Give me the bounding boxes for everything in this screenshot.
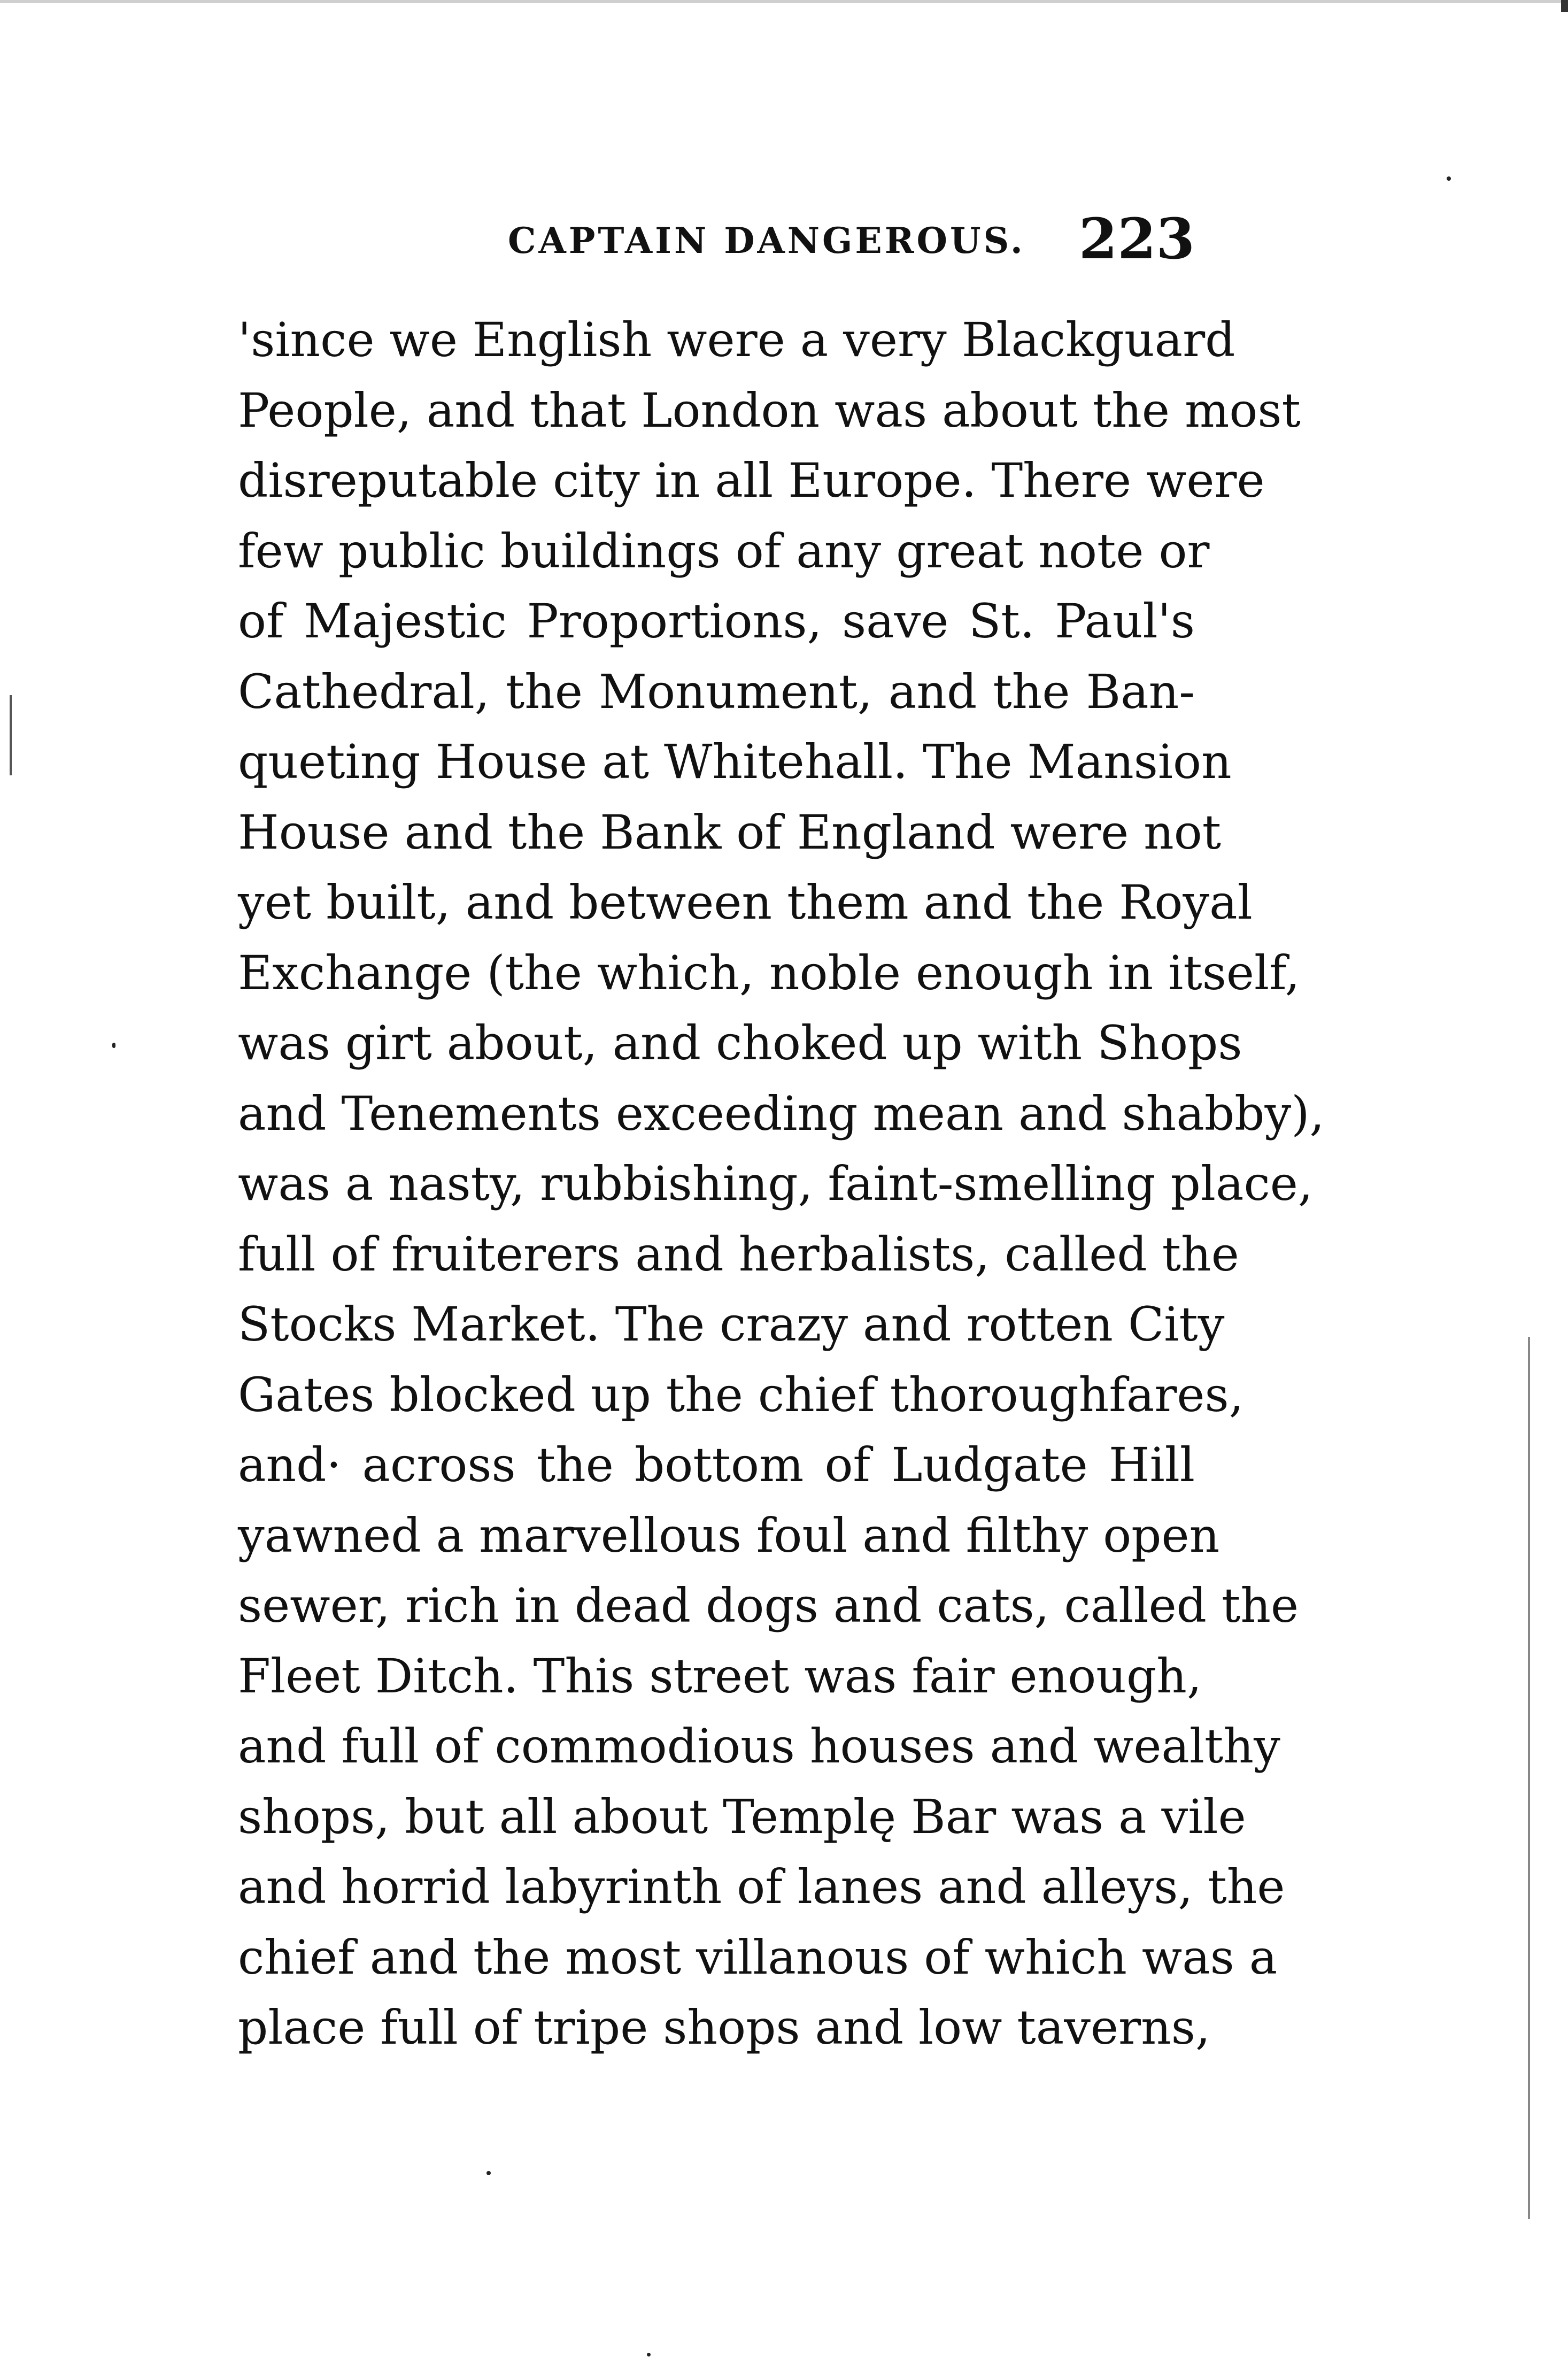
text-line: Stocks Market. The crazy and rotten City: [238, 1297, 1225, 1352]
text-line: was a nasty, rubbishing, faint-smelling place,: [238, 1156, 1313, 1211]
scan-speck: [486, 2171, 491, 2175]
text-line: disreputable city in all Europe. There were: [238, 453, 1265, 508]
scan-speck: [112, 1043, 115, 1048]
scan-edge-mark: [10, 695, 12, 775]
text-line: House and the Bank of England were not: [238, 804, 1222, 860]
scan-edge-mark: [1528, 1337, 1530, 2219]
text-line: Cathedral, the Monument, and the Ban-: [238, 664, 1195, 719]
text-line: chief and the most villanous of which was a: [238, 1929, 1278, 1985]
text-line: place full of tripe shops and low taverns,: [238, 2000, 1210, 2055]
text-line: full of fruiterers and herbalists, called the: [238, 1226, 1239, 1282]
text-line: and full of commodious houses and wealthy: [238, 1719, 1280, 1774]
text-line: and· across the bottom of Ludgate Hill: [238, 1437, 1195, 1492]
scan-speck: [647, 2353, 651, 2356]
text-line: yet built, and between them and the Royal: [238, 875, 1253, 930]
text-line: yawned a marvellous foul and filthy open: [238, 1507, 1220, 1563]
page-header: [238, 206, 1195, 270]
text-line: and horrid labyrinth of lanes and alleys, the: [238, 1859, 1285, 1914]
text-line: few public buildings of any great note or: [238, 523, 1210, 579]
scan-speck: [1447, 176, 1451, 181]
text-line: of Majestic Proportions, save St. Paul's: [238, 594, 1195, 649]
text-line: shops, but all about Templę Bar was a vile: [238, 1789, 1246, 1844]
text-line: Fleet Ditch. This street was fair enough,: [238, 1648, 1202, 1704]
scan-edge-mark: [0, 0, 1568, 3]
text-line: sewer, rich in dead dogs and cats, called the: [238, 1578, 1299, 1633]
page-number: 223: [1078, 206, 1195, 272]
text-line: People, and that London was about the most: [238, 382, 1301, 438]
text-line: queting House at Whitehall. The Mansion: [238, 734, 1232, 789]
text-line: Gates blocked up the chief thoroughfares,: [238, 1367, 1244, 1422]
text-line: and Tenements exceeding mean and shabby),: [238, 1085, 1325, 1141]
running-title: CAPTAIN DANGEROUS.: [508, 220, 1025, 261]
text-line: Exchange (the which, noble enough in itself,: [238, 945, 1300, 1000]
text-line: 'since we English were a very Blackguard: [238, 312, 1235, 367]
scan-edge-mark: [1561, 0, 1568, 12]
body-text: [238, 305, 1325, 2063]
text-line: was girt about, and choked up with Shops: [238, 1015, 1242, 1071]
